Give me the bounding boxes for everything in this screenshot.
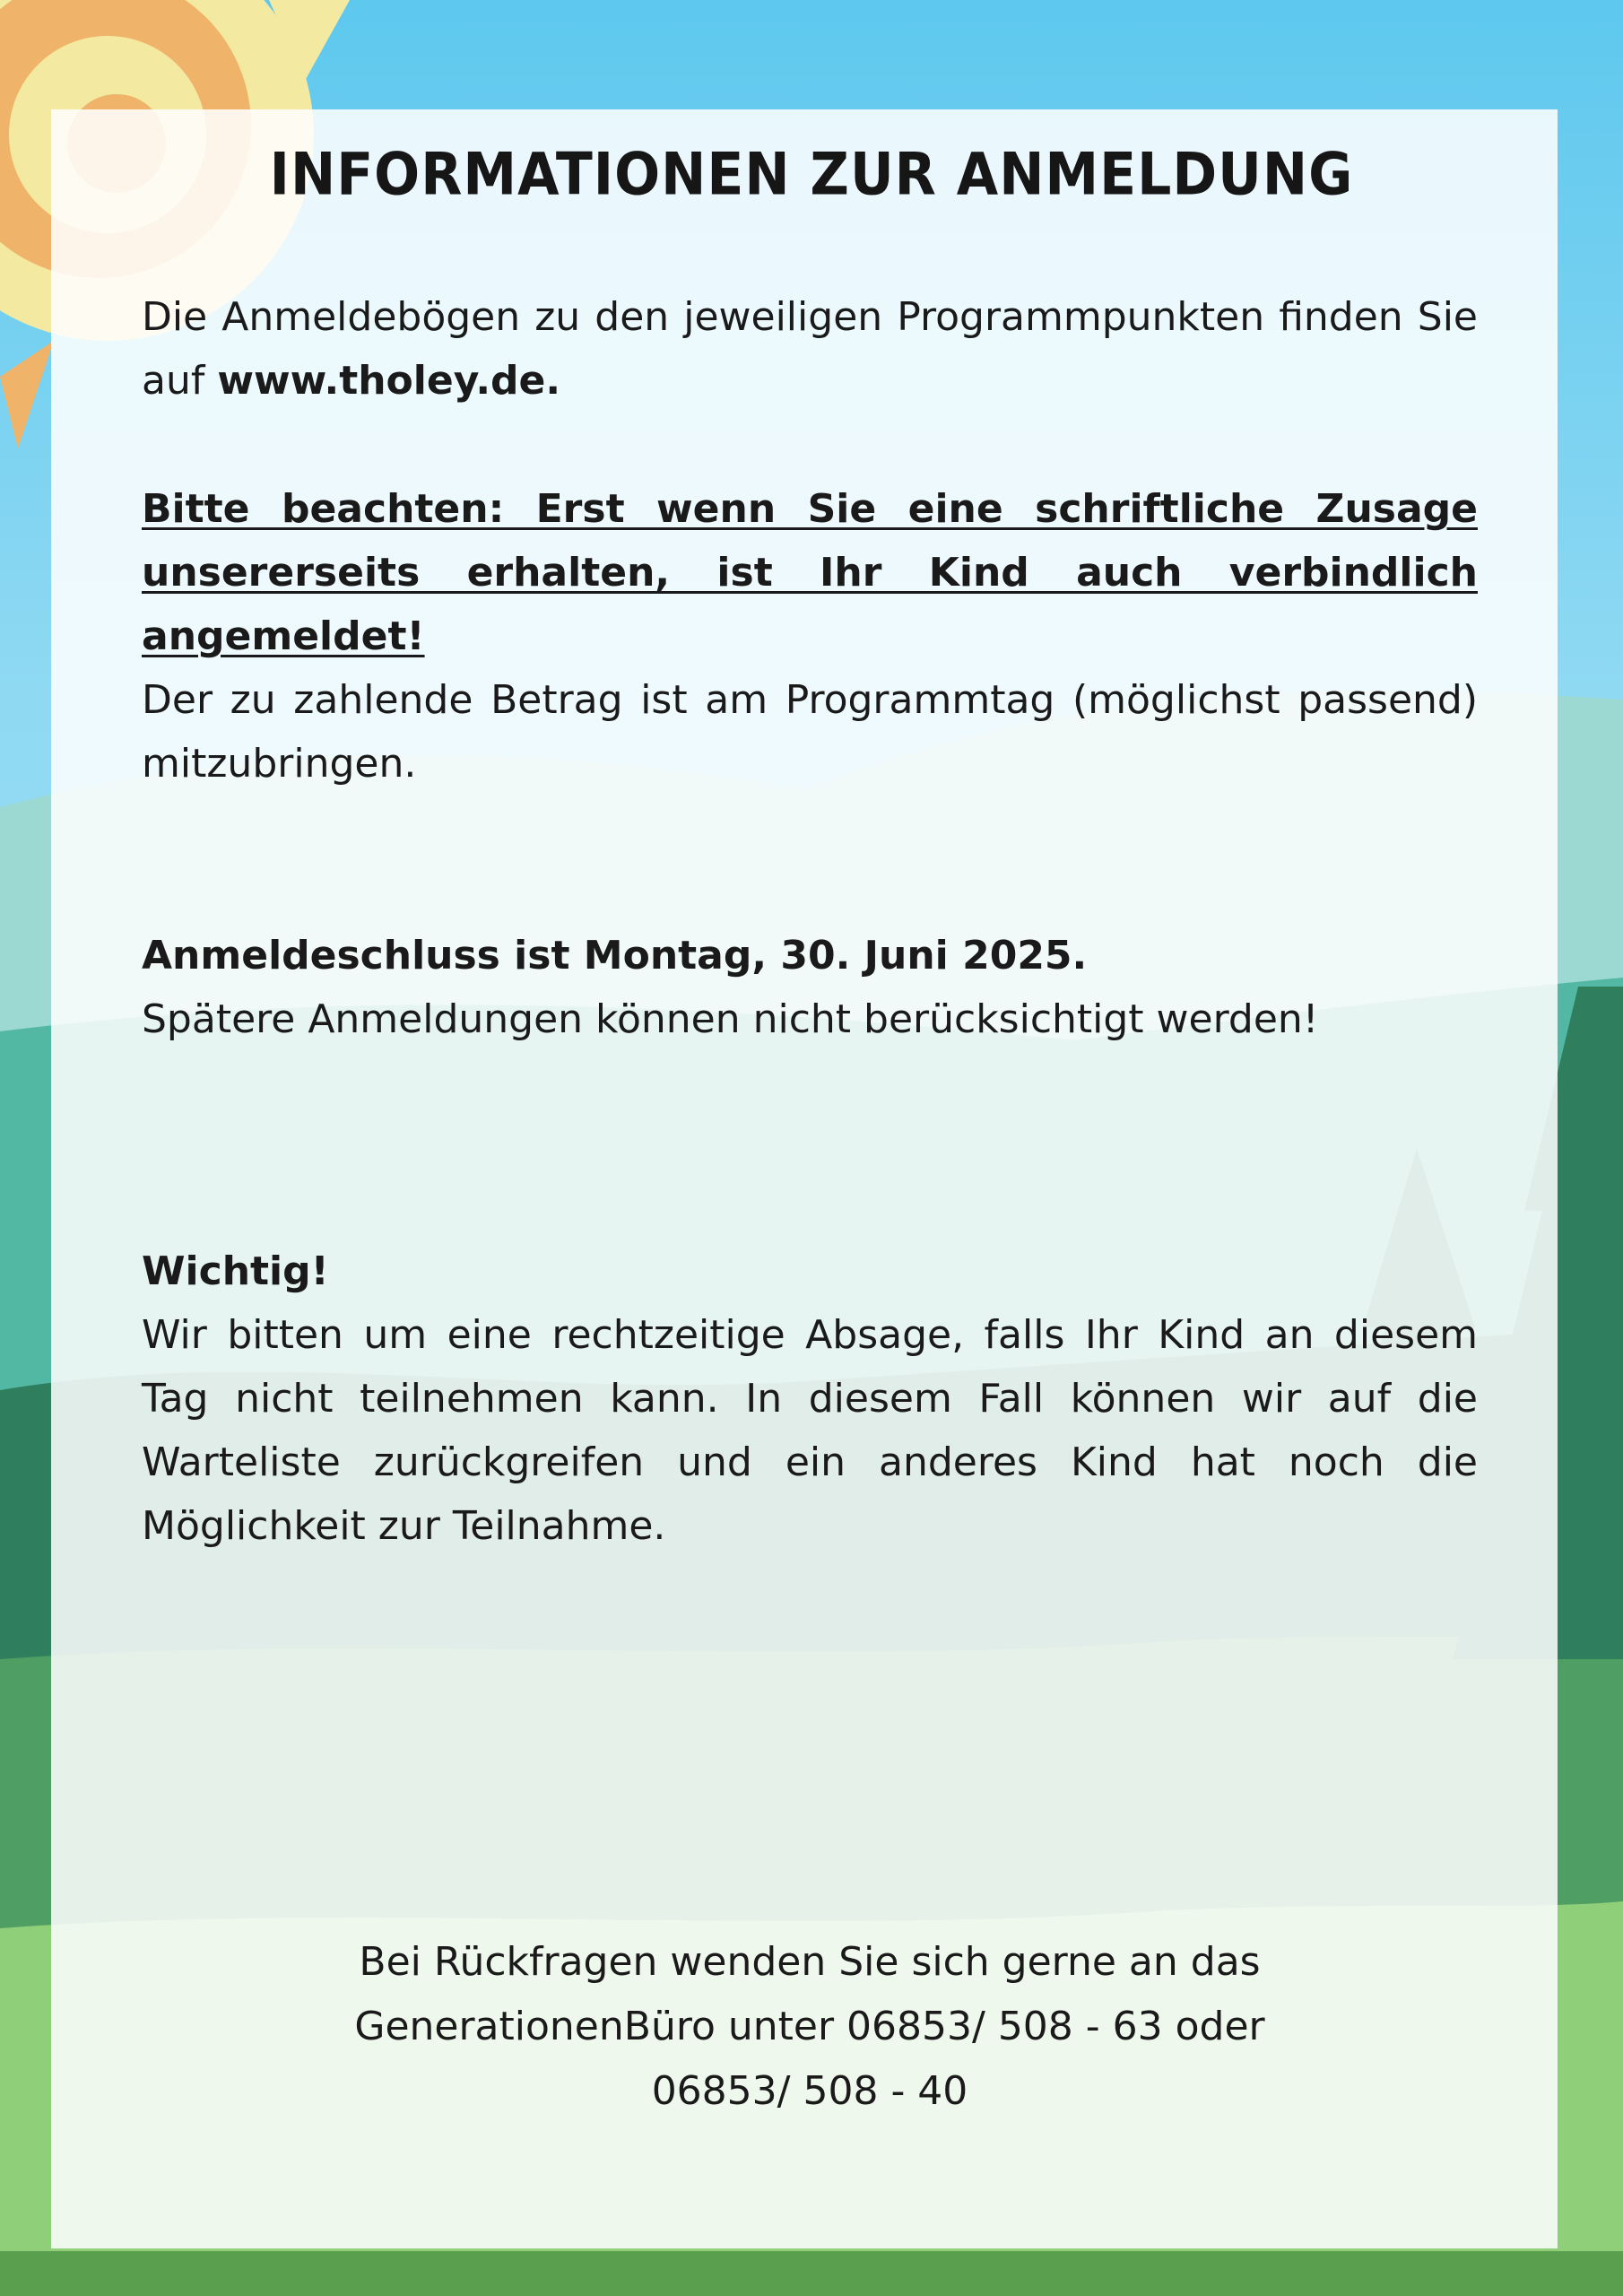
notice-paragraph: [142, 477, 1478, 796]
deadline-text: Spätere Anmeldungen können nicht berücksichtigt werden!: [142, 996, 1319, 1042]
page-title: INFORMATIONEN ZUR ANMELDUNG: [269, 141, 1354, 209]
deadline-paragraph: [142, 924, 1478, 1051]
notice-text: Der zu zahlende Betrag ist am Programmtag (möglichst passend) mitzubringen.: [142, 677, 1478, 787]
important-text: Wir bitten um eine rechtzeitige Absage, falls Ihr Kind an diesem Tag nicht teilnehmen kann. In diesem Fall können wir auf die Warteliste zurückgreifen und ein anderes Kind hat noch die Möglichkeit zur Teilnahme.: [142, 1312, 1478, 1549]
footer-line-1: Bei Rückfragen wenden Sie sich gerne an das: [359, 1939, 1261, 1985]
footer-line-2: GenerationenBüro unter 06853/ 508 - 63 oder: [354, 2004, 1265, 2049]
website-link[interactable]: www.tholey.de.: [217, 358, 561, 404]
important-heading: Wichtig!: [142, 1248, 329, 1294]
notice-emphasis: Bitte beachten: Erst wenn Sie eine schriftliche Zusage unsererseits erhalten, ist Ihr Kind auch verbindlich angemeldet!: [142, 486, 1478, 659]
footer-line-3: 06853/ 508 - 40: [651, 2068, 968, 2114]
contact-footer: [142, 1930, 1478, 2124]
content-panel: [51, 109, 1558, 2248]
deadline-heading: Anmeldeschluss ist Montag, 30. Juni 2025.: [142, 933, 1088, 978]
intro-text: Die Anmeldebögen zu den jeweiligen Programmpunkten finden Sie auf: [142, 294, 1478, 404]
important-paragraph: [142, 1239, 1478, 1558]
intro-paragraph: [142, 285, 1478, 413]
